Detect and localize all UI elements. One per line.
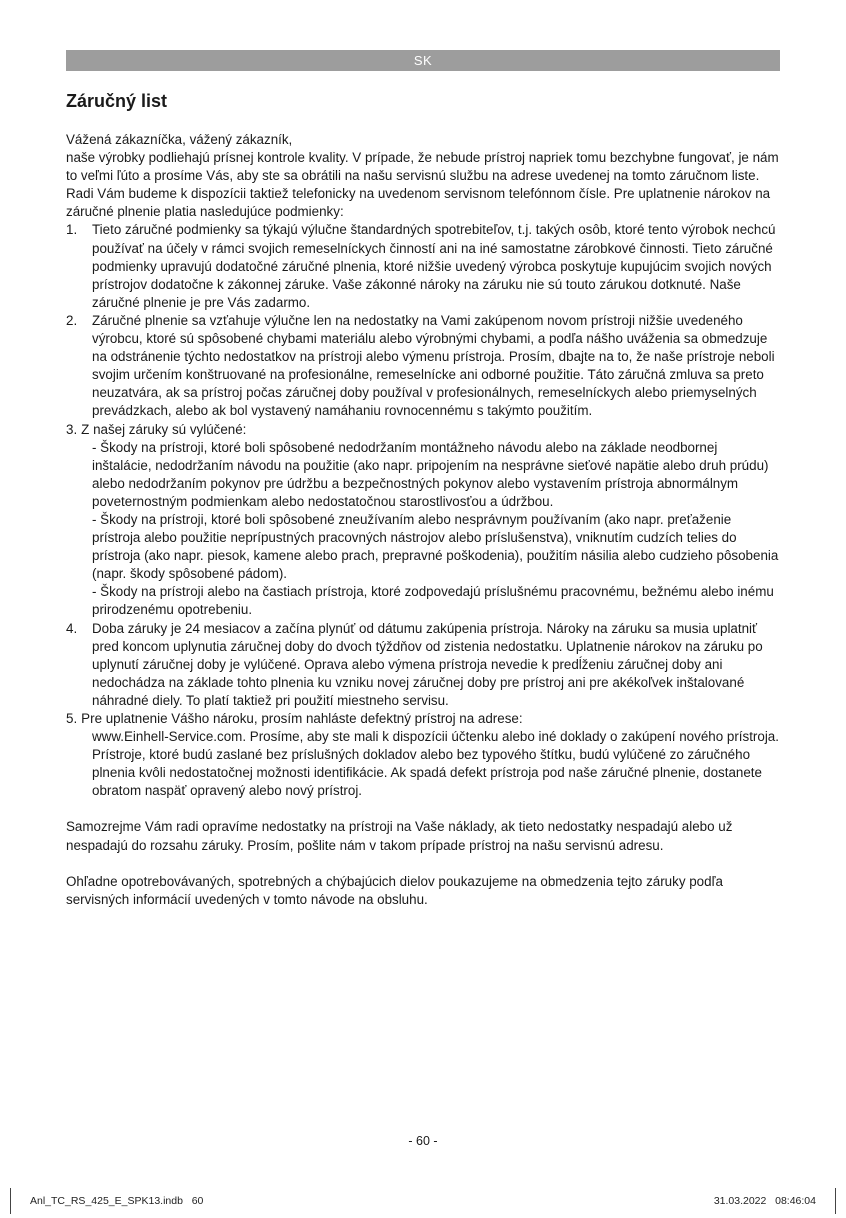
service-paragraph: www.Einhell-Service.com. Prosíme, aby ste mali k dispozícii účtenku alebo iné doklady o zakúpení nového prístroja. Prístroje, ktoré budú zaslané bez príslušných dokladov alebo bez typového štítku, budú vylúčené zo záručného plnenia kvôli nedostatočnej možnosti identifikácie. Ak spadá defekt prístroja pod naše záručné plnenie, dostanete obratom naspäť opravený alebo nový prístroj.: [92, 729, 779, 799]
item-text: Tieto záručné podmienky sa týkajú výlučne štandardných spotrebiteľov, t.j. takých osôb, ktoré tento výrobok nechcú používať na účely v rámci svojich remeselníckych činností ani na iné samostatne zárobkové činnosti. Tieto záručné podmienky upravujú dodatočné záručné plnenia, ktoré nižšie uvedený výrobca poskytuje kupujúcim svojich nových prístrojov dodatočne k zákonnej záruke. Vaše zákonné nároky na záruku nie sú touto zárukou dotknuté. Naše záručné plnenie je pre Vás zadarmo.: [92, 222, 776, 310]
item-number: 5.: [66, 711, 78, 726]
condition-item-2: [66, 312, 780, 421]
language-code: SK: [413, 53, 433, 68]
condition-item-1: [66, 221, 780, 311]
exclusions-list: [66, 439, 780, 620]
salutation: Vážená zákazníčka, vážený zákazník,: [66, 132, 293, 147]
exclusion-item: - Škody na prístroji, ktoré boli spôsobené nedodržaním montážneho návodu alebo na základe neodbornej inštalácie, nedodržaním návodu na použitie (ako napr. pripojením na nesprávne sieťové napätie alebo druh prúdu) alebo nedodržaním pokynov pre údržbu a bezpečnostných pokynov alebo vystavením prístroja abnormálnym poveternostným podmienkam alebo nedostatočnou starostlivosťou a údržbou.: [92, 439, 769, 509]
item-text: Z našej záruky sú vylúčené:: [81, 421, 247, 437]
exclusion-item: - Škody na prístroji alebo na častiach prístroja, ktoré zodpovedajú príslušnému pracovnému, bežnému alebo inému prirodzenému opotrebeniu.: [92, 584, 774, 618]
item-text: Záručné plnenie sa vzťahuje výlučne len na nedostatky na Vami zakúpenom novom prístroji nižšie uvedeného výrobcu, ktoré sú spôsobené chybami materiálu alebo výrobnými chybami, a podľa nášho uváženia sa obmedzuje na odstránenie týchto nedostatkov na prístroji alebo výmenu prístroja. Prosím, dbajte na to, že naše prístroje neboli svojim určením konštruované na profesionálne, remeselnícke ani odborné použitie. Táto záručná zmluva sa preto neuzatvára, ak sa prístroj počas záručnej doby používal v profesionálnych, remeselníckych alebo priemyselných prevádzkach, alebo ak bol vystavený namáhaniu rovnocennému s takýmto použitím.: [92, 312, 775, 419]
item-number: 2.: [66, 312, 78, 328]
warranty-content: [66, 131, 780, 909]
crop-mark-left: [10, 1188, 11, 1214]
footer-timestamp-box: [714, 1195, 816, 1207]
item-text: Doba záruky je 24 mesiacov a začína plynúť od dátumu zakúpenia prístroja. Nároky na záruku sa musia uplatniť pred koncom uplynutia záručnej doby do dvoch týždňov od zistenia nedostatku. Uplatnenie nárokov na záruku po uplynutí záručnej doby je vylúčené. Oprava alebo výmena prístroja nevedie k predĺženiu záručnej doby ani nedochádza na základe tohto plnenia ku vzniku novej záručnej doby pre prístroj ani pre akékoľvek inštalované náhradné diely. To platí taktiež pri použití miestneho servisu.: [92, 620, 763, 708]
language-header-bar: [66, 50, 780, 71]
condition-item-5: [66, 710, 780, 800]
service-instructions: [66, 728, 780, 800]
footer-timestamp: 31.03.2022 08:46:04: [713, 1195, 816, 1207]
item-number: 3.: [66, 421, 78, 437]
item-text: Pre uplatnenie Vášho nároku, prosím nahláste defektný prístroj na adrese:: [81, 711, 523, 726]
footer-file: Anl_TC_RS_425_E_SPK13.indb 60: [30, 1195, 204, 1207]
item-number: 4.: [66, 620, 78, 636]
intro-paragraph: naše výrobky podliehajú prísnej kontrole kvality. V prípade, že nebude prístroj napriek tomu bezchybne fungovať, je nám to veľmi ľúto a prosíme Vás, aby ste sa obrátili na našu servisnú službu na adrese uvedenej na tomto záručnom liste. Radi Vám budeme k dispozícii taktiež telefonicky na uvedenom servisnom telefónnom čísle. Pre uplatnenie nárokov na záručné plnenie platia nasledujúce podmienky:: [66, 150, 779, 220]
item-number: 1.: [66, 222, 78, 238]
closing-paragraph-1: Samozrejme Vám radi opravíme nedostatky na prístroji na Vaše náklady, ak tieto nedostatky nespadajú alebo už nespadajú do rozsahu záruky. Prosím, pošlite nám v takom prípade prístroj na našu servisnú adresu.: [66, 819, 733, 853]
exclusion-item: - Škody na prístroji, ktoré boli spôsobené zneužívaním alebo nesprávnym používaním (ako napr. preťaženie prístroja alebo použitie neprípustných pracovných nástrojov alebo príslušenstva), vniknutím cudzích telies do prístroja (ako napr. piesok, kamene alebo prach, prepravné poškodenia), použitím násilia alebo cudzieho pôsobenia (napr. škody spôsobené pádom).: [92, 511, 779, 582]
page-title: Záručný list: [66, 91, 168, 111]
page-number: - 60 -: [408, 1134, 438, 1148]
conditions-list: [66, 221, 780, 800]
condition-item-4: [66, 620, 780, 710]
footer-file-info: [30, 1195, 203, 1207]
condition-item-3: [66, 421, 780, 620]
closing-paragraph-2: Ohľadne opotrebovávaných, spotrebných a chýbajúcich dielov poukazujeme na obmedzenia tejto záruky podľa servisných informácií uvedených v tomto návode na obsluhu.: [66, 873, 723, 907]
crop-mark-right: [835, 1188, 836, 1214]
